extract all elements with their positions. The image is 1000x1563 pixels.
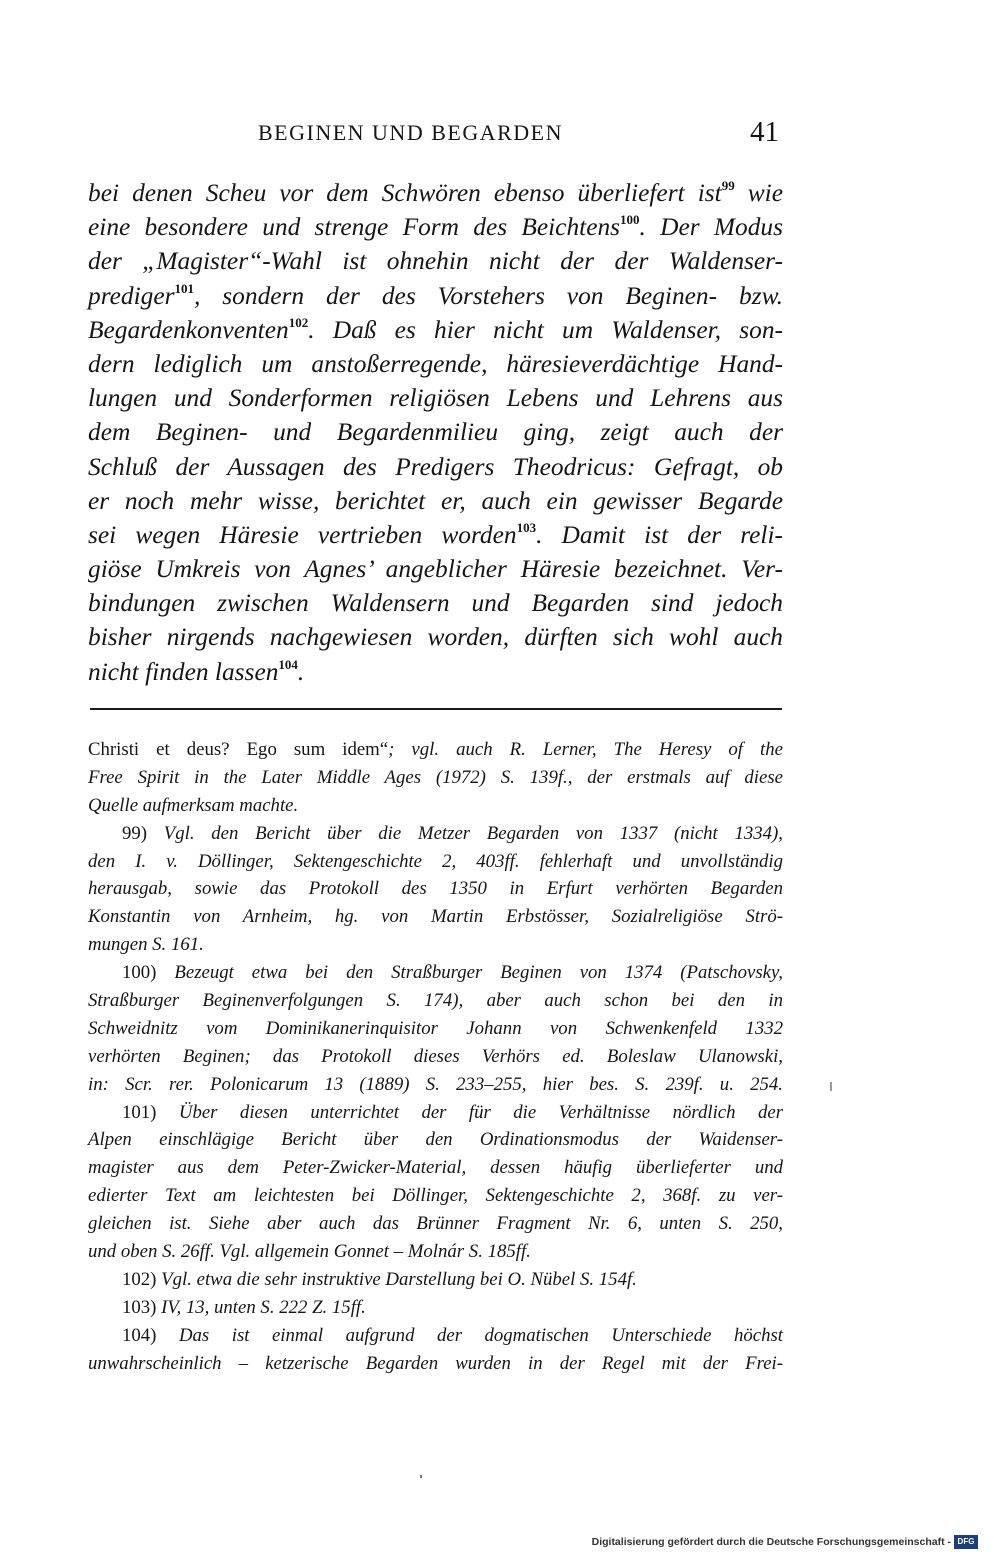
footnote-number: 103) [122, 1296, 157, 1318]
footnote-ref[interactable]: 100 [620, 212, 640, 228]
body-line: Schluß der Aussagen des Predigers Theodricus: Gefragt, ob [88, 452, 783, 481]
footnote-number: 102) [122, 1268, 157, 1290]
scan-speck [420, 1475, 422, 1478]
body-line: er noch mehr wisse, berichtet er, auch ein gewisser Begarde [88, 486, 783, 515]
footnote-number: 104) [122, 1324, 157, 1346]
footnotes [88, 736, 783, 1377]
footnote-102: 102) Vgl. etwa die sehr instruktive Darstellung bei O. Nübel S. 154f. [122, 1268, 637, 1290]
footnote-99: 99) Vgl. den Bericht über die Metzer Begarden von 1337 (nicht 1334), den I. v. Döllinger, Sektengeschichte 2, 403ff. fehlerhaft und unvollständig herausgab, sowie das Protokoll des 1350 in Erfurt verhörten Begarden Konstantin von Arnheim, hg. von Martin Erbstösser, Sozialreligiöse Strö- mungen S. 161. [88, 822, 784, 956]
body-line: bei denen Scheu vor dem Schwören ebenso überliefert ist$^{99}$ wie [88, 178, 783, 207]
footnote-number: 99) [122, 822, 148, 844]
digitization-credit [592, 1533, 978, 1551]
body-line: lungen und Sonderformen religiösen Lebens und Lehrens aus [88, 384, 783, 413]
scan-speck [830, 1082, 832, 1091]
footnote-101: 101) Über diesen unterrichtet der für die Verhältnisse nördlich der Alpen einschlägige Bericht über den Ordinationsmodus der Waidenser- magister aus dem Peter-Zwicker-Material, dessen häufig überlieferter und edierter Text am leichtesten bei Döllinger, Sektengeschichte 2, 368f. zu ver- gleichen ist. Siehe aber auch das Brünner Fragment Nr. 6, unten S. 250, und oben S. 26ff. Vgl. allgemein Gonnet – Molnár S. 185ff. [88, 1101, 784, 1263]
body-line: dem Beginen- und Begardenmilieu ging, zeigt auch der [88, 418, 783, 447]
page-number: 41 [750, 116, 779, 148]
footnote-number: 100) [122, 962, 157, 984]
body-line: bisher nirgends nachgewiesen worden, dürften sich wohl auch [88, 623, 783, 652]
footnote-ref[interactable]: 101 [174, 280, 194, 296]
footnote-ref[interactable]: 103 [516, 519, 537, 535]
footnote-ref[interactable]: 102 [288, 314, 309, 330]
dfg-logo-icon: DFG [954, 1535, 978, 1549]
digitization-credit-text: Digitalisierung gefördert durch die Deutsche Forschungsgemeinschaft - [591, 1536, 951, 1548]
running-head-title: BEGINEN UND BEGARDEN [258, 120, 563, 145]
body-line: bindungen zwischen Waldensern und Begarden sind jedoch [88, 589, 783, 618]
body-line: giöse Umkreis von Agnes’ angeblicher Häresie bezeichnet. Ver- [88, 555, 783, 584]
body-line: Begardenkonventen$^{102}$. Daß es hier nicht um Waldenser, son- [88, 314, 783, 344]
footnote-divider [90, 708, 782, 710]
body-text [88, 176, 783, 689]
footnote-100: 100) Bezeugt etwa bei den Straßburger Beginen von 1374 (Patschovsky, Straßburger Beginenverfolgungen S. 174), aber auch schon bei den in Schweidnitz vom Dominikanerinquisitor Johann von Schwenkenfeld 1332 verhörten Beginen; das Protokoll dieses Verhörs ed. Boleslaw Ulanowski, in: Scr. rer. Polonicarum 13 (1889) S. 233–255, hier bes. S. 239f. u. 254. [88, 962, 783, 1095]
body-line: prediger$^{101}$, sondern der des Vorstehers von Beginen- bzw. [88, 280, 783, 310]
footnote-ref[interactable]: 104 [278, 656, 298, 672]
body-line: eine besondere und strenge Form des Beichtens$^{100}$. Der Modus [88, 212, 783, 242]
footnote-103: 103) IV, 13, unten S. 222 Z. 15ff. [122, 1296, 366, 1318]
footnote-ref[interactable]: 99 [721, 178, 735, 193]
body-line: der „Magister“-Wahl ist ohnehin nicht der der Waldenser- [88, 247, 783, 276]
body-line: nicht finden lassen$^{104}$. [88, 656, 305, 686]
body-line: dern lediglich um anstoßerregende, häresieverdächtige Hand- [88, 349, 783, 378]
running-head [88, 118, 783, 158]
book-page [88, 0, 783, 1563]
body-line: sei wegen Häresie vertrieben worden$^{103}$. Damit ist der reli- [88, 519, 783, 549]
footnote-continuation: Christi et deus? Ego sum idem“; vgl. auch R. Lerner, The Heresy of the Free Spirit in the Later Middle Ages (1972) S. 139f., der erstmals auf diese Quelle aufmerksam machte. [88, 739, 783, 816]
footnote-104: 104) Das ist einmal aufgrund der dogmatischen Unterschiede höchst unwahrscheinlich – ketzerische Begarden wurden in der Regel mit der Frei- [88, 1324, 784, 1374]
footnote-number: 101) [122, 1101, 157, 1123]
